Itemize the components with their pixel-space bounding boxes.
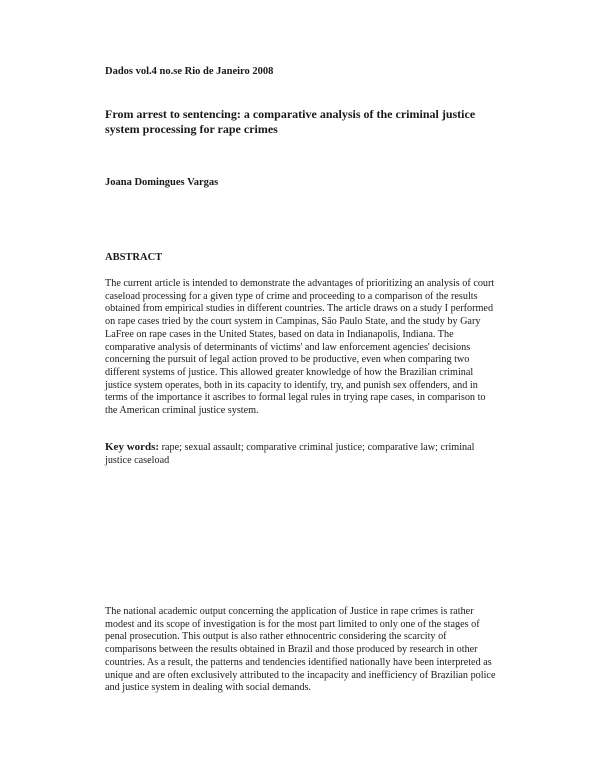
article-title: From arrest to sentencing: a comparative analysis of the criminal justice system processing for rape crimes (105, 107, 476, 136)
introduction-paragraph: The national academic output concerning the application of Justice in rape crimes is rather modest and its scope of investigation is for the most part limited to only one of the stages of penal prosecution. This output is also rather ethnocentric considering the scarcity of comparisons between the results obtained in Brazil and those produced by research in other countries. As a result, the patterns and tendencies identified nationally have been interpreted as unique and are often exclusively attributed to the incapacity and inefficiency of Brazilian police and justice system in dealing with social demands. (105, 606, 496, 694)
keywords-text: rape; sexual assault; comparative criminal justice; comparative law; criminal justice caseload (105, 442, 475, 466)
journal-citation: Dados vol.4 no.se Rio de Janeiro 2008 (105, 66, 274, 77)
abstract-heading: ABSTRACT (105, 252, 163, 263)
article-author: Joana Domingues Vargas (105, 177, 219, 188)
keywords-label: Key words: (105, 441, 160, 453)
keywords (105, 441, 500, 467)
abstract-body: The current article is intended to demonstrate the advantages of prioritizing an analysis of court caseload processing for a given type of crime and proceeding to a comparison of the results obtained from empirical studies in different countries. The article draws on a study I performed on rape cases tried by the court system in Campinas, São Paulo State, and the study by Gary LaFree on rape cases in the United States, based on data in Indianapolis, Indiana. The comparative analysis of determinants of victims' and law enforcement agencies' decisions concerning the pursuit of legal action proved to be productive, even when comparing two different systems of justice. This allowed greater knowledge of how the Brazilian criminal justice system operates, both in its capacity to identify, try, and punish sex offenders, and in terms of the importance it ascribes to formal legal rules in trying rape cases, in comparison to the American criminal justice system. (105, 278, 495, 417)
